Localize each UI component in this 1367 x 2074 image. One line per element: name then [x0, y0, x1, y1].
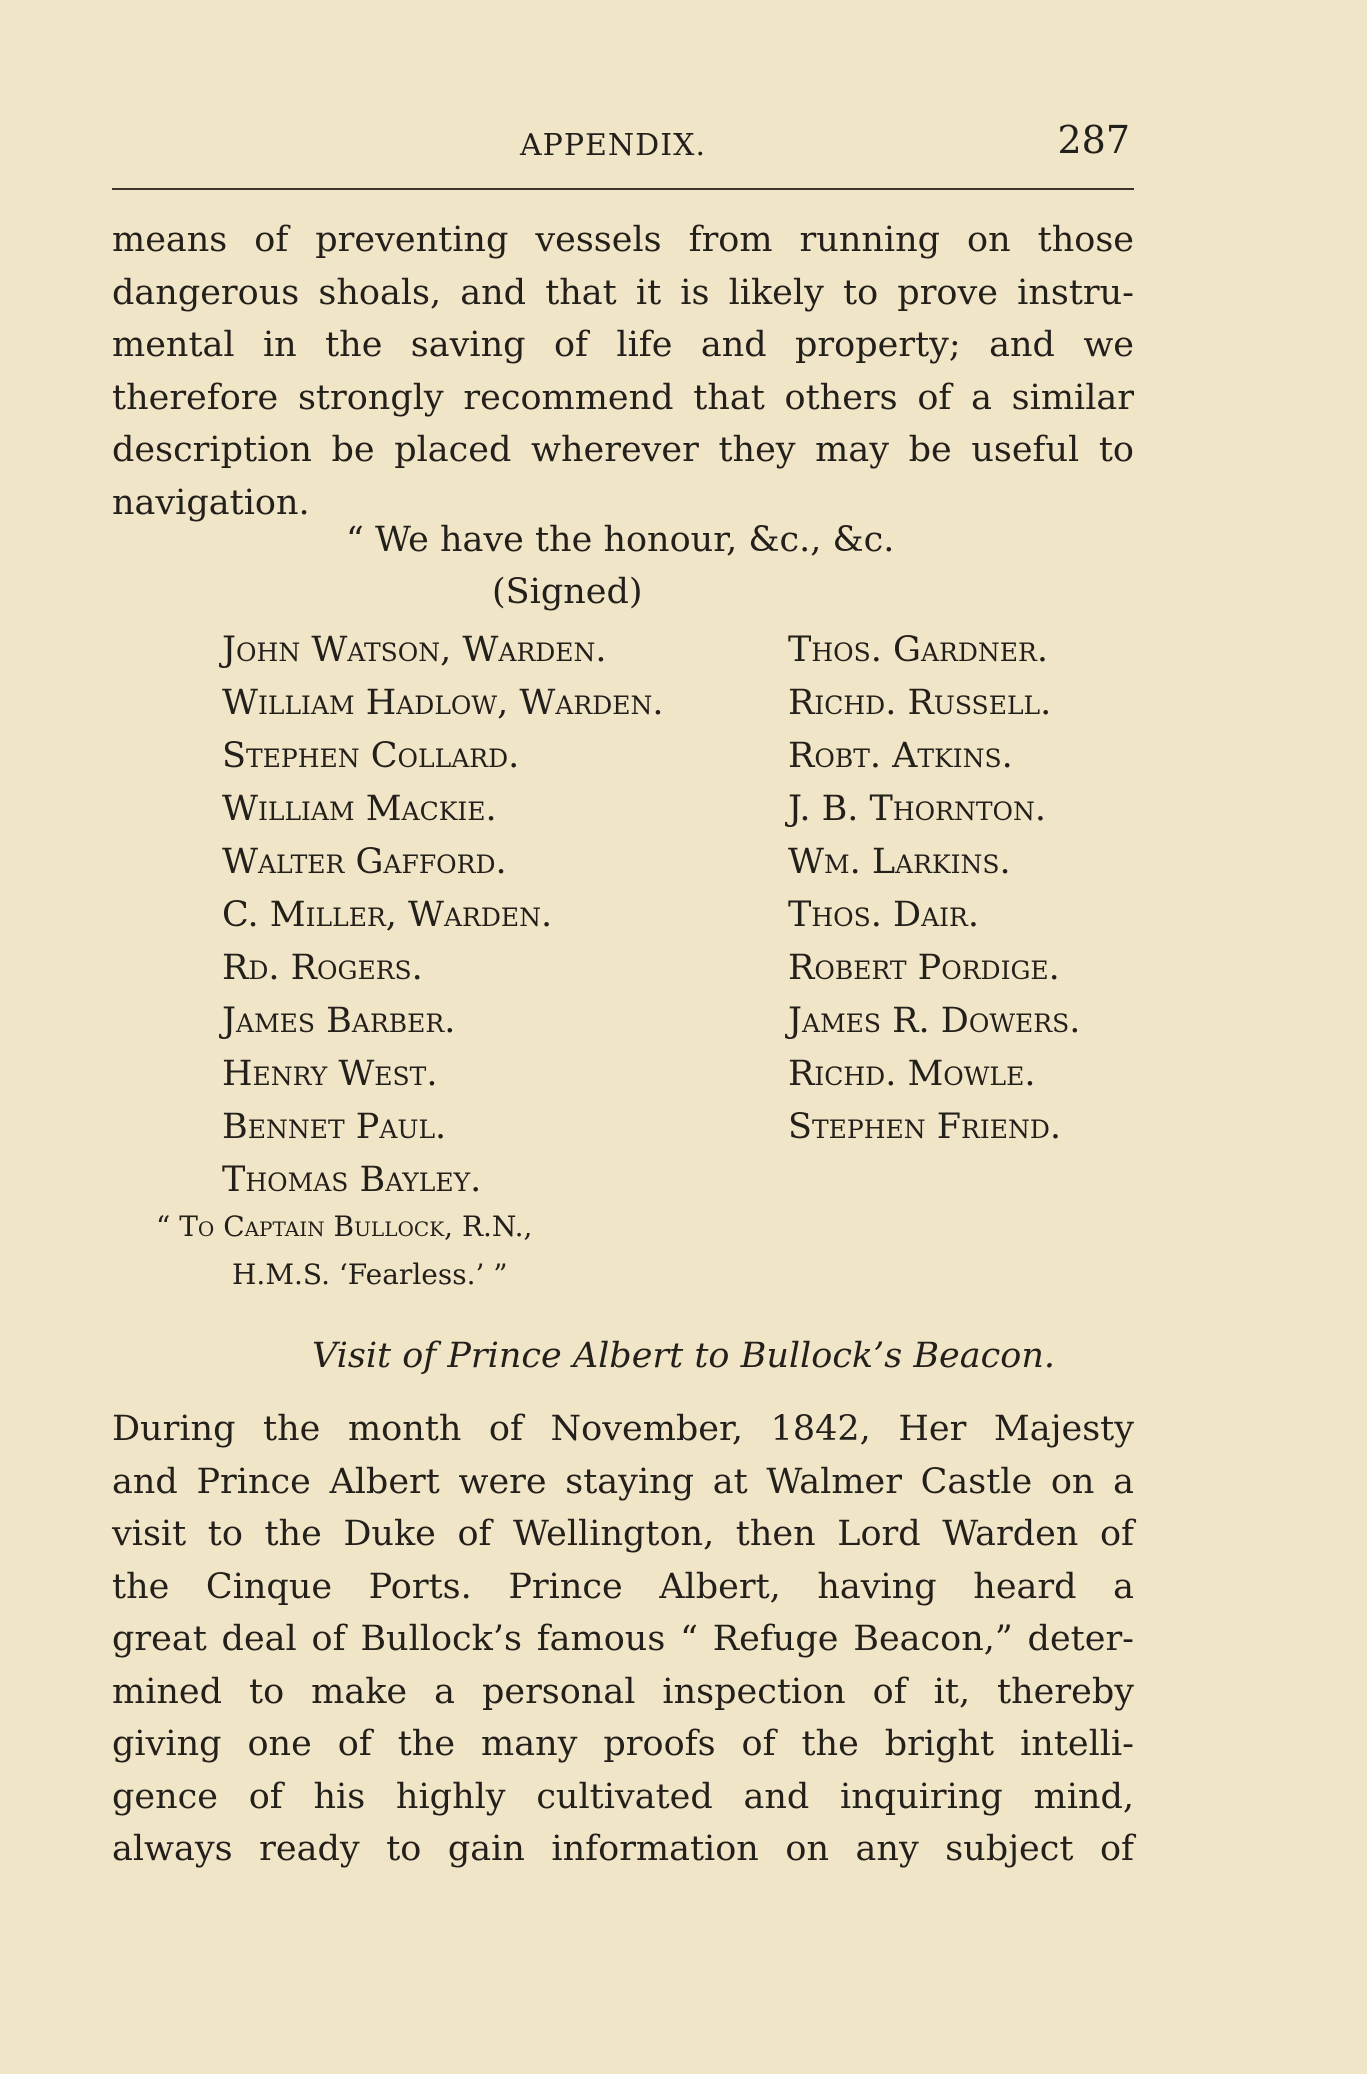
signatory: James R. Dowers.	[788, 1001, 1081, 1041]
text-line: description be placed wherever they may be useful to	[112, 430, 1134, 470]
signatory: C. Miller, Warden.	[222, 895, 553, 935]
text-line: navigation.	[112, 482, 310, 523]
letter-closing: “ We have the honour, &c., &c.	[346, 520, 895, 560]
paragraph-2	[112, 1403, 1134, 1876]
signatory: J. B. Thornton.	[788, 789, 1047, 829]
signed-label: (Signed)	[492, 572, 643, 612]
text-line: always ready to gain information on any subject of	[112, 1829, 1134, 1869]
signatures-right-column	[788, 624, 1080, 1154]
text-line: mined to make a personal inspection of it, thereby	[112, 1671, 1134, 1712]
signatory: Richd. Mowle.	[788, 1054, 1036, 1094]
signatory: Robert Pordige.	[788, 948, 1060, 988]
signatory: Richd. Russell.	[788, 683, 1052, 723]
signatory: James Barber.	[222, 1001, 456, 1041]
signatory: Bennet Paul.	[222, 1107, 447, 1147]
signatures-left-column	[222, 624, 664, 1207]
signatory: William Hadlow, Warden.	[222, 683, 664, 723]
text-line: means of preventing vessels from running on those	[112, 220, 1134, 260]
text-line: the Cinque Ports. Prince Albert, having heard a	[112, 1566, 1134, 1607]
signatory: Thomas Bayley.	[222, 1160, 482, 1200]
text-line: and Prince Albert were staying at Walmer Castle on a	[112, 1461, 1134, 1502]
signatory: Walter Gafford.	[222, 842, 507, 882]
signatory: Stephen Friend.	[788, 1107, 1062, 1147]
text-line: therefore strongly recommend that others of a similar	[112, 377, 1134, 418]
text-line: giving one of the many proofs of the bright intelli-	[112, 1724, 1134, 1764]
signatory: Henry West.	[222, 1054, 438, 1094]
text-line: visit to the Duke of Wellington, then Lord Warden of	[112, 1514, 1134, 1554]
signatory: Wm. Larkins.	[788, 842, 1011, 882]
signatory: Thos. Gardner.	[788, 630, 1048, 670]
signatory: John Watson, Warden.	[222, 630, 607, 670]
running-head: APPENDIX.	[520, 128, 706, 163]
text-line: great deal of Bullock’s famous “ Refuge Beacon,” deter-	[112, 1619, 1134, 1659]
addressee-line: H.M.S. ‘Fearless.’ ”	[232, 1258, 508, 1291]
text-line: gence of his highly cultivated and inquiring mind,	[112, 1776, 1134, 1817]
section-heading: Visit of Prince Albert to Bullock’s Beacon.	[312, 1336, 1055, 1376]
text-line: During the month of November, 1842, Her Majesty	[112, 1409, 1134, 1449]
signatory: Robt. Atkins.	[788, 736, 1013, 776]
signatory: Thos. Dair.	[788, 895, 979, 935]
page-number: 287	[1057, 118, 1130, 162]
header-rule	[112, 188, 1134, 190]
signatory: Stephen Collard.	[222, 736, 520, 776]
signatory: Rd. Rogers.	[222, 948, 423, 988]
addressee-line: “ To Captain Bullock, R.N.,	[156, 1210, 533, 1243]
text-line: dangerous shoals, and that it is likely to prove instru-	[112, 272, 1134, 313]
page-header	[112, 118, 1134, 168]
paragraph-1	[112, 214, 1134, 529]
text-line: mental in the saving of life and property; and we	[112, 325, 1134, 365]
signatory: William Mackie.	[222, 789, 497, 829]
